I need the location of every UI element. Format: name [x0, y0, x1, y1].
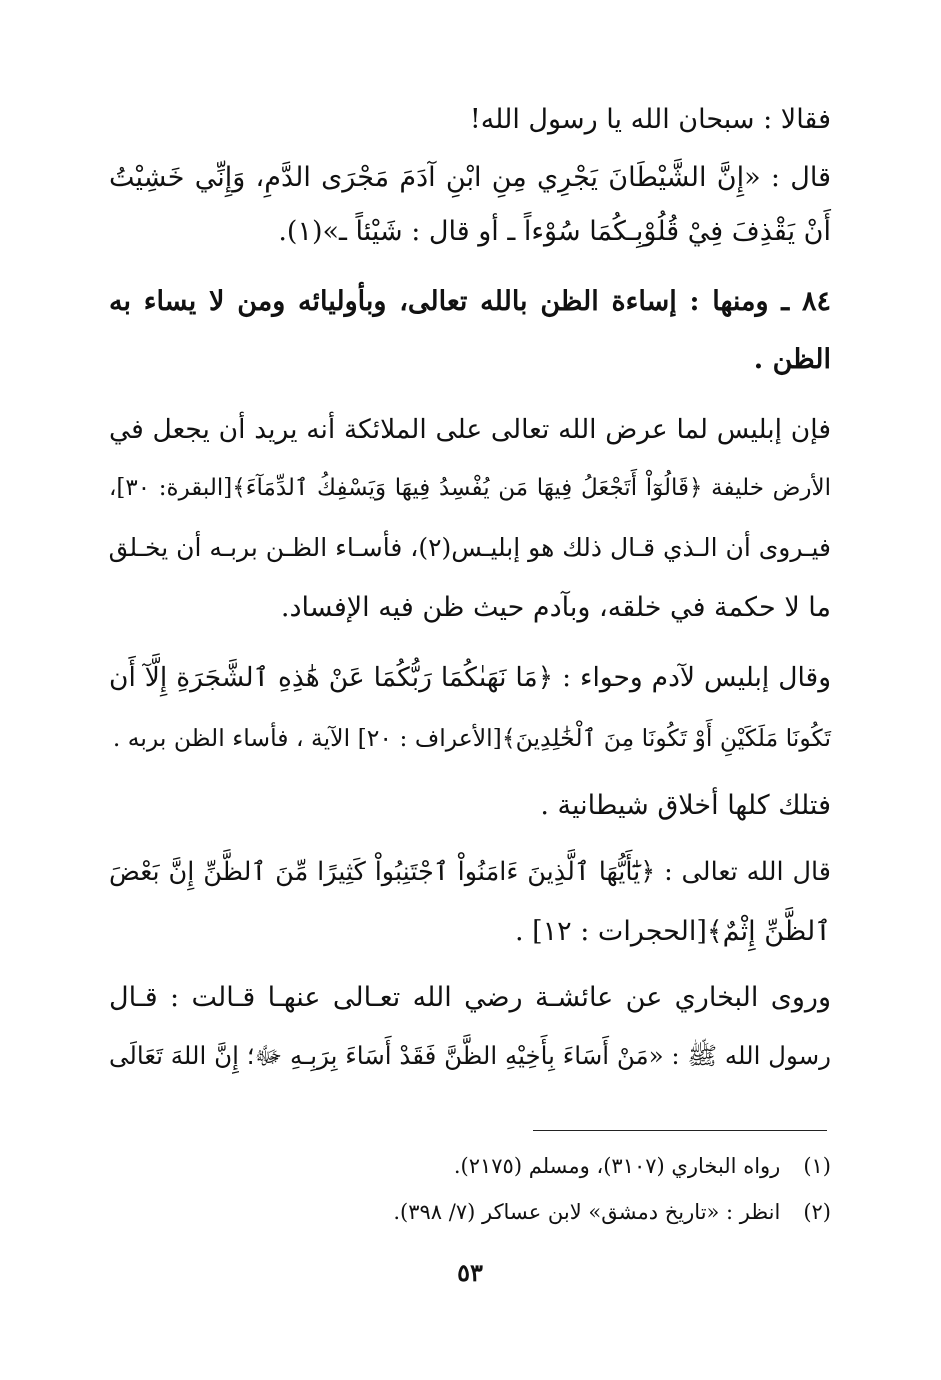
footnote-1-text: رواه البخاري (٣١٠٧)، ومسلم (٢١٧٥). — [453, 1154, 781, 1178]
body-line-13: قال الله تعالى : ﴿يَٰٓأَيُّهَا ٱلَّذِينَ ءَامَنُواْ ٱجْتَنِبُواْ كَثِيرًا مِّنَ ٱلظَّنِّ إِنَّ بَعْضَ — [109, 857, 831, 887]
body-line-7: الأرض خليفة ﴿قَالُوٓاْ أَتَجْعَلُ فِيهَا مَن يُفْسِدُ فِيهَا وَيَسْفِكُ ٱلدِّمَآءَ﴾[البقرة: ٣٠]، — [109, 475, 831, 501]
footnote-1 — [109, 1150, 831, 1182]
body-line-10: وقال إبليس لآدم وحواء : ﴿مَا نَهَىٰكُمَا رَبُّكُمَا عَنْ هَٰذِهِ ٱلشَّجَرَةِ إِلَّآ أَن — [109, 662, 831, 693]
footnote-divider — [533, 1130, 827, 1131]
footnote-2 — [109, 1196, 831, 1228]
section-heading-line-1: ٨٤ ـ ومنها : إساءة الظن بالله تعالى، وبأوليائه ومن لا يساء به — [109, 286, 831, 317]
body-line-14: ٱلظَّنِّ إِثْمٌ﴾[الحجرات : ١٢] . — [514, 916, 831, 947]
footnote-2-text: انظر : «تاريخ دمشق» لابن عساكر (٧/ ٣٩٨). — [393, 1200, 781, 1224]
section-heading-line-2: الظن . — [753, 344, 831, 375]
footnote-2-number: (٢) — [803, 1200, 831, 1224]
page-number: ٥٣ — [457, 1258, 483, 1287]
body-line-12: فتلك كلها أخلاق شيطانية . — [540, 790, 831, 821]
body-line-6: فإن إبليس لما عرض الله تعالى على الملائكة أنه يريد أن يجعل في — [109, 414, 831, 445]
body-line-3: أَنْ يَقْذِفَ فِيْ قُلُوْبِـكُمَا سُوْءاً ـ أو قال : شَيْئاً ـ»(١). — [278, 216, 831, 247]
body-line-2: قال : «إِنَّ الشَّيْطَانَ يَجْرِي مِنِ ابْنِ آدَمَ مَجْرَى الدَّمِ، وَإِنِّي خَشِيْتُ — [109, 162, 831, 193]
body-line-16: رسول الله ﷺ : «مَنْ أَسَاءَ بِأَخِيْهِ الظَّنَّ فَقَدْ أَسَاءَ بِرَبِـهِ ﷻ؛ إِنَّ اللهَ تَعَالَى — [109, 1041, 831, 1070]
body-line-15: وروى البخاري عن عائشـة رضي الله تعـالى عنهـا قـالت : قـال — [109, 982, 831, 1013]
body-line-8: فيـروى أن الـذي قـال ذلك هو إبليـس(٢)، فأسـاء الظـن بربـه أن يخـلق — [108, 533, 831, 562]
body-line-1: فقالا : سبحان الله يا رسول الله! — [469, 104, 831, 135]
body-line-9: ما لا حكمة في خلقه، وبآدم حيث ظن فيه الإفساد. — [280, 592, 831, 623]
body-line-11: تَكُونَا مَلَكَيْنِ أَوْ تَكُونَا مِنَ ٱلْخَٰلِدِينَ﴾[الأعراف : ٢٠] الآية ، فأساء الظن بربه . — [112, 724, 831, 752]
footnote-1-number: (١) — [803, 1154, 831, 1178]
